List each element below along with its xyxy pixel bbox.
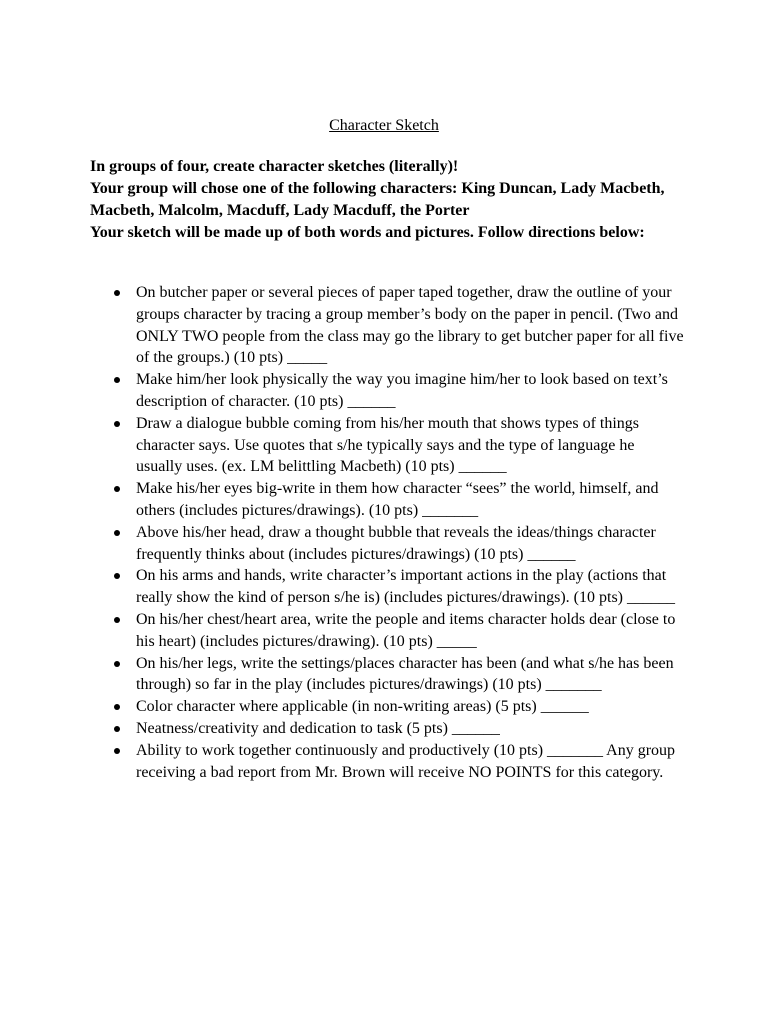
bullet-icon [114, 421, 120, 427]
intro-line-directions: Your sketch will be made up of both words and pictures. Follow directions below: [90, 224, 645, 241]
list-item-text: Ability to work together continuously and productively (10 pts) _______ Any group receiving a bad report from Mr. Brown will receive NO POINTS for this category. [136, 741, 676, 781]
list-item-text: Draw a dialogue bubble coming from his/her mouth that shows types of things character says. Use quotes that s/he typically says and the type of language he usually uses. (ex. LM belittling Macbeth) (10 pts) ______ [136, 414, 640, 476]
bullet-icon [114, 748, 120, 754]
bullet-icon [114, 530, 120, 536]
bullet-icon [114, 573, 120, 579]
list-item-text: On his/her legs, write the settings/places character has been (and what s/he has been through) so far in the play (includes pictures/drawings) (10 pts) _______ [136, 654, 674, 694]
intro-line-characters: Your group will chose one of the following characters: King Duncan, Lady Macbeth, Macbeth, Malcolm, Macduff, Lady Macduff, the Porter [90, 180, 665, 219]
list-item-text: On butcher paper or several pieces of paper taped together, draw the outline of your groups character by tracing a group member’s body on the paper in pencil. (Two and ONLY TWO people from the class may go the library to get butcher paper for all five of the groups.) (10 pts) _____ [136, 284, 684, 367]
list-item [114, 369, 684, 413]
list-item-text: On his/her chest/heart area, write the people and items character holds dear (close to his heart) (includes pictures/drawing). (10 pts) _____ [136, 610, 676, 650]
bullet-icon [114, 377, 120, 383]
list-item [114, 413, 684, 478]
bullet-icon [114, 617, 120, 623]
list-item [114, 282, 684, 369]
intro-line-groups: In groups of four, create character sketches (literally)! [90, 158, 459, 175]
bullet-icon [114, 290, 120, 296]
instructions-intro [90, 156, 670, 244]
bullet-icon [114, 726, 120, 732]
list-item [114, 740, 684, 784]
bullet-icon [114, 486, 120, 492]
page-title: Character Sketch [329, 117, 439, 134]
list-item-text: Color character where applicable (in non-writing areas) (5 pts) ______ [136, 698, 589, 716]
list-item [114, 696, 684, 718]
bullet-icon [114, 661, 120, 667]
bullet-icon [114, 704, 120, 710]
list-item [114, 565, 684, 609]
list-item [114, 522, 684, 566]
list-item [114, 653, 684, 697]
list-item-text: On his arms and hands, write character’s important actions in the play (actions that really show the kind of person s/he is) (includes pictures/drawings). (10 pts) ______ [136, 567, 676, 607]
list-item-text: Above his/her head, draw a thought bubble that reveals the ideas/things character frequently thinks about (includes pictures/drawings) (10 pts) ______ [136, 523, 656, 563]
list-item [114, 609, 684, 653]
list-item [114, 478, 684, 522]
list-item-text: Neatness/creativity and dedication to task (5 pts) ______ [136, 719, 500, 737]
list-item [114, 718, 684, 740]
list-item-text: Make his/her eyes big-write in them how character “sees” the world, himself, and others (includes pictures/drawings). (10 pts) _______ [136, 480, 659, 519]
task-list [114, 282, 684, 783]
list-item-text: Make him/her look physically the way you imagine him/her to look based on text’s description of character. (10 pts) ______ [136, 371, 668, 410]
